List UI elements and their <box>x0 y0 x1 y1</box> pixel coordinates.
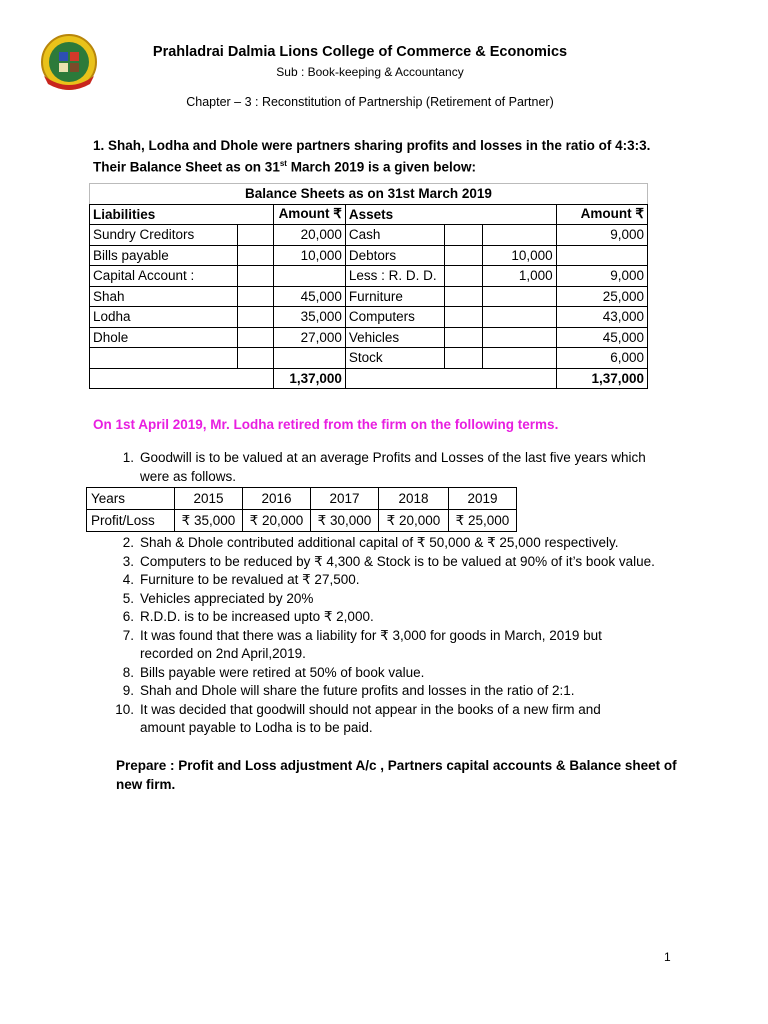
term-1 <box>116 449 646 486</box>
term-text: Vehicles appreciated by 20% <box>140 590 314 606</box>
balance-sheet-cell: Less : R. D. D. <box>345 266 444 287</box>
balance-sheet-cell: 27,000 <box>273 327 345 348</box>
total-right: 1,37,000 <box>556 368 647 389</box>
term-item <box>110 682 710 701</box>
term-text: Computers to be reduced by ₹ 4,300 & Stock is to be valued at 90% of it’s book value. <box>140 553 655 569</box>
term-text: Shah and Dhole will share the future profits and losses in the ratio of 2:1. <box>140 683 575 698</box>
goodwill-cell: 2018 <box>379 488 449 510</box>
term-text: It was decided that goodwill should not appear in the books of a new firm and <box>140 701 601 717</box>
goodwill-cell: 2017 <box>311 488 379 510</box>
question-text <box>93 137 693 177</box>
balance-sheet-row <box>90 327 648 348</box>
subject-line: Sub : Book-keeping & Accountancy <box>276 65 464 79</box>
term-number: 4. <box>122 572 134 587</box>
question-line-2-b: March 2019 is a given below: <box>286 159 477 175</box>
goodwill-row <box>87 510 517 532</box>
balance-sheet-cell <box>237 327 273 348</box>
goodwill-cell: 2016 <box>243 488 311 510</box>
balance-sheet-cell <box>273 348 345 369</box>
term-text: It was found that there was a liability for ₹ 3,000 for goods in March, 2019 but <box>140 627 602 643</box>
term-number: 8. <box>122 664 134 680</box>
term-number: 2. <box>122 535 134 550</box>
balance-sheet-cell <box>445 266 483 287</box>
balance-sheet-row <box>90 245 648 266</box>
goodwill-profit-table <box>86 487 517 532</box>
college-name: Prahladrai Dalmia Lions College of Commerce & Economics <box>152 44 568 60</box>
goodwill-cell: ₹ 20,000 <box>243 510 311 532</box>
balance-sheet-cell <box>273 266 345 287</box>
prepare-instruction: Prepare : Profit and Loss adjustment A/c , Partners capital accounts & Balance sheet of new firm. <box>116 758 677 792</box>
balance-sheet-cell: 20,000 <box>273 225 345 246</box>
balance-sheet-cell: Vehicles <box>345 327 444 348</box>
college-logo <box>38 32 100 94</box>
goodwill-cell: Years <box>87 488 175 510</box>
terms-list <box>110 534 710 738</box>
goodwill-row <box>87 488 517 510</box>
term-text: Bills payable were retired at 50% of book value. <box>140 664 425 680</box>
balance-sheet-cell <box>483 327 556 348</box>
goodwill-cell: 2015 <box>175 488 243 510</box>
balance-sheet-caption: Balance Sheets as on 31st March 2019 <box>90 184 648 205</box>
balance-sheet-cell: 43,000 <box>556 307 647 328</box>
balance-sheet-cell: Debtors <box>345 245 444 266</box>
balance-sheet-cell <box>237 225 273 246</box>
balance-sheet-cell <box>237 307 273 328</box>
balance-sheet-cell <box>445 327 483 348</box>
term-text: Shah & Dhole contributed additional capital of ₹ 50,000 & ₹ 25,000 respectively. <box>140 535 619 550</box>
balance-sheet-cell: Dhole <box>90 327 238 348</box>
header-assets: Assets <box>345 204 556 225</box>
term-text: R.D.D. is to be increased upto ₹ 2,000. <box>140 609 374 624</box>
page-number: 1 <box>664 950 671 964</box>
balance-sheet-cell <box>445 307 483 328</box>
balance-sheet-cell: 45,000 <box>556 327 647 348</box>
balance-sheet-cell: 9,000 <box>556 266 647 287</box>
balance-sheet-cell <box>237 266 273 287</box>
balance-sheet-cell <box>556 245 647 266</box>
balance-sheet-cell: 10,000 <box>483 245 556 266</box>
total-right-label <box>345 368 556 389</box>
goodwill-cell: Profit/Loss <box>87 510 175 532</box>
balance-sheet-header-row <box>90 204 648 225</box>
balance-sheet-total-row <box>90 368 648 389</box>
term-item <box>110 553 710 572</box>
header-amount-left: Amount ₹ <box>273 204 345 225</box>
term-number: 5. <box>122 590 134 606</box>
question-line-2-a: Their Balance Sheet as on 31 <box>93 159 280 175</box>
chapter-title: Chapter – 3 : Reconstitution of Partnership (Retirement of Partner) <box>186 95 554 109</box>
goodwill-table-body <box>87 488 517 532</box>
term-item <box>110 627 710 646</box>
total-left: 1,37,000 <box>273 368 345 389</box>
balance-sheet-cell: Furniture <box>345 286 444 307</box>
balance-sheet-cell <box>483 348 556 369</box>
balance-sheet-cell <box>237 245 273 266</box>
term-text: Furniture to be revalued at ₹ 27,500. <box>140 572 360 587</box>
balance-sheet-cell <box>483 286 556 307</box>
term-1-line-2: were as follows. <box>140 468 237 484</box>
balance-sheet-cell: Capital Account : <box>90 266 238 287</box>
balance-sheet-cell: 9,000 <box>556 225 647 246</box>
balance-sheet-cell: Cash <box>345 225 444 246</box>
balance-sheet-cell: Bills payable <box>90 245 238 266</box>
term-number: 6. <box>122 609 134 624</box>
balance-sheet-cell <box>483 307 556 328</box>
balance-sheet-cell: Shah <box>90 286 238 307</box>
term-number: 7. <box>122 627 134 643</box>
balance-sheet-table <box>89 183 648 389</box>
balance-sheet-row <box>90 286 648 307</box>
goodwill-cell: ₹ 35,000 <box>175 510 243 532</box>
header-liabilities: Liabilities <box>90 204 274 225</box>
balance-sheet-cell: Stock <box>345 348 444 369</box>
term-item <box>110 664 710 683</box>
header-amount-right: Amount ₹ <box>556 204 647 225</box>
balance-sheet-cell <box>237 348 273 369</box>
balance-sheet-cell: 35,000 <box>273 307 345 328</box>
balance-sheet-cell: 25,000 <box>556 286 647 307</box>
balance-sheet-cell <box>445 245 483 266</box>
balance-sheet-cell: Lodha <box>90 307 238 328</box>
term-number: 3. <box>122 553 134 569</box>
term-item <box>110 534 710 553</box>
term-item <box>110 608 710 627</box>
balance-sheet-caption-row <box>90 184 648 205</box>
total-left-label <box>90 368 274 389</box>
term-continuation: recorded on 2nd April,2019. <box>140 646 306 661</box>
balance-sheet-cell <box>445 225 483 246</box>
question-line-1: 1. Shah, Lodha and Dhole were partners sharing profits and losses in the ratio of 4:3:3. <box>93 138 651 153</box>
balance-sheet-cell: 1,000 <box>483 266 556 287</box>
goodwill-cell: ₹ 30,000 <box>311 510 379 532</box>
term-item <box>110 701 710 720</box>
retirement-note: On 1st April 2019, Mr. Lodha retired from the firm on the following terms. <box>93 417 559 432</box>
balance-sheet-cell <box>90 348 238 369</box>
balance-sheet-body <box>90 225 648 369</box>
balance-sheet-row <box>90 307 648 328</box>
term-continuation: amount payable to Lodha is to be paid. <box>140 720 373 735</box>
balance-sheet-cell <box>483 225 556 246</box>
goodwill-cell: ₹ 20,000 <box>379 510 449 532</box>
balance-sheet-cell: Sundry Creditors <box>90 225 238 246</box>
term-item <box>110 571 710 590</box>
term-number: 10. <box>115 701 134 717</box>
term-1-text: Goodwill is to be valued at an average Profits and Losses of the last five years which <box>140 450 646 465</box>
balance-sheet-cell <box>445 348 483 369</box>
question-line-2 <box>93 155 693 177</box>
balance-sheet-cell: 10,000 <box>273 245 345 266</box>
question-sup: st <box>279 159 287 168</box>
balance-sheet-row <box>90 348 648 369</box>
balance-sheet-cell <box>237 286 273 307</box>
term-1-line-1: 1. Goodwill is to be valued at an average Profits and Losses of the last five years which <box>122 450 646 465</box>
balance-sheet-cell: 6,000 <box>556 348 647 369</box>
balance-sheet-cell: Computers <box>345 307 444 328</box>
term-item <box>110 590 710 609</box>
term-number: 9. <box>122 683 134 698</box>
goodwill-cell: 2019 <box>449 488 517 510</box>
balance-sheet-row <box>90 225 648 246</box>
balance-sheet-row <box>90 266 648 287</box>
goodwill-cell: ₹ 25,000 <box>449 510 517 532</box>
balance-sheet-cell <box>445 286 483 307</box>
balance-sheet-cell: 45,000 <box>273 286 345 307</box>
